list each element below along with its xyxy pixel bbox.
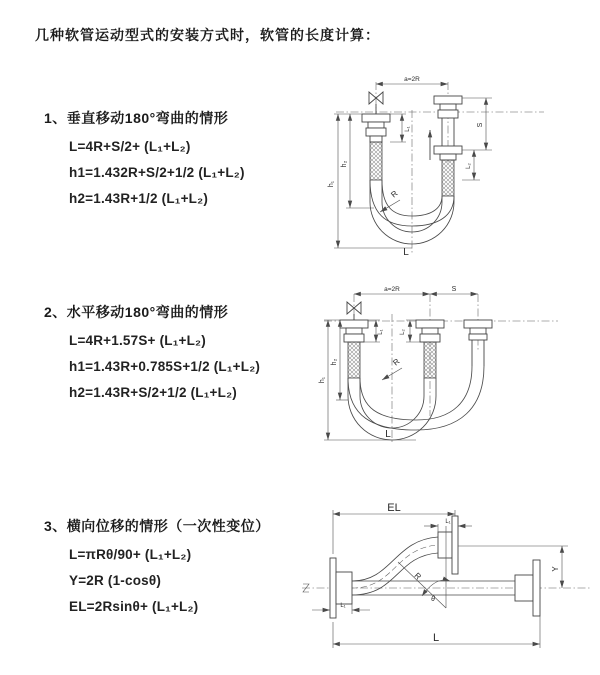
formula-h2: h2=1.43R+1/2 (L₁+L₂) (69, 191, 209, 206)
page-title: 几种软管运动型式的安装方式时，软管的长度计算： (35, 27, 380, 43)
dim-h1-label: h₁ (328, 180, 335, 188)
braided-hose (348, 342, 360, 378)
right-flange-upper (434, 96, 462, 146)
left-flange (340, 320, 368, 378)
dim-s (430, 286, 478, 294)
dim-l1-bottom-label: L₁ (340, 603, 346, 609)
left-flange (362, 114, 390, 180)
section-1-heading: 1、垂直移动180°弯曲的情形 (44, 110, 229, 126)
dim-s-label: S (451, 286, 457, 293)
section-3-heading: 3、横向位移的情形（一次性变位） (44, 518, 270, 534)
dim-l1-bottom (312, 603, 370, 614)
dim-l-label: L (432, 632, 440, 644)
dim-el-label: EL (387, 502, 401, 514)
dim-l1-top (424, 516, 472, 532)
dim-h2-label: h₂ (341, 160, 348, 168)
dim-l2-label: L₂ (466, 163, 472, 169)
dim-s (462, 98, 492, 150)
formula-h1: h1=1.43R+0.785S+1/2 (L₁+L₂) (69, 359, 261, 374)
formula-length: L=4R+1.57S+ (L₁+L₂) (69, 333, 206, 348)
middle-flange (416, 320, 444, 378)
length-label: L (403, 247, 409, 258)
braided-hose (370, 142, 382, 180)
length-label: L (385, 429, 391, 440)
section-lateral-displacement (44, 516, 270, 614)
section-3-formulas (69, 547, 270, 614)
section-horizontal-movement (44, 302, 260, 400)
radius-label: R (389, 188, 400, 200)
dim-l1-label: L₁ (378, 329, 384, 335)
right-flange-lower (434, 146, 462, 196)
formula-h1: h1=1.432R+S/2+1/2 (L₁+L₂) (69, 165, 245, 180)
dim-el (333, 502, 455, 554)
section-2-heading: 2、水平移动180°弯曲的情形 (44, 304, 229, 320)
dim-h2 (331, 320, 348, 400)
dim-a2r (376, 76, 448, 84)
diagram-lateral-displacement (300, 502, 598, 660)
braided-hose (424, 342, 436, 378)
theta-label: θ (431, 596, 435, 603)
dim-l2-label: L₂ (400, 329, 406, 335)
dim-h2-label: h₂ (331, 358, 338, 366)
radius-label: R (391, 356, 402, 368)
dim-y (458, 546, 568, 588)
dim-s-label: S (477, 122, 484, 128)
displaced-hose (352, 537, 438, 595)
formula-h2: h2=1.43R+S/2+1/2 (L₁+L₂) (69, 385, 237, 400)
dim-h1 (319, 320, 416, 440)
dim-l1-top-label: L₁ (445, 519, 451, 525)
dim-l1-label: L₁ (405, 126, 411, 132)
formula-y: Y=2R (1-cosθ) (69, 573, 162, 588)
section-vertical-movement (44, 108, 245, 206)
formula-length: L=4R+S/2+ (L₁+L₂) (69, 139, 191, 154)
dim-l (333, 616, 540, 648)
dim-a2r-label: a=2R (404, 76, 420, 83)
dim-a2r-label: a=2R (384, 286, 400, 293)
dim-l2 (462, 150, 480, 180)
formula-el: EL=2Rsinθ+ (L₁+L₂) (69, 599, 199, 614)
dim-l1 (390, 114, 411, 142)
diagram-vertical-180 (316, 68, 552, 258)
dim-a2r (354, 286, 430, 294)
braided-hose (442, 160, 454, 196)
dim-h1-label: h₁ (319, 376, 326, 384)
radius-label: R (412, 570, 423, 582)
right-flange-original (515, 560, 540, 616)
section-2-formulas (69, 333, 260, 400)
formula-length: L=πRθ/90+ (L₁+L₂) (69, 547, 192, 562)
left-flange (330, 558, 352, 618)
diagram-horizontal-180 (312, 280, 564, 448)
section-1-formulas (69, 139, 245, 206)
dim-y-label: Y (551, 566, 560, 572)
hose-u-curves (348, 366, 484, 440)
